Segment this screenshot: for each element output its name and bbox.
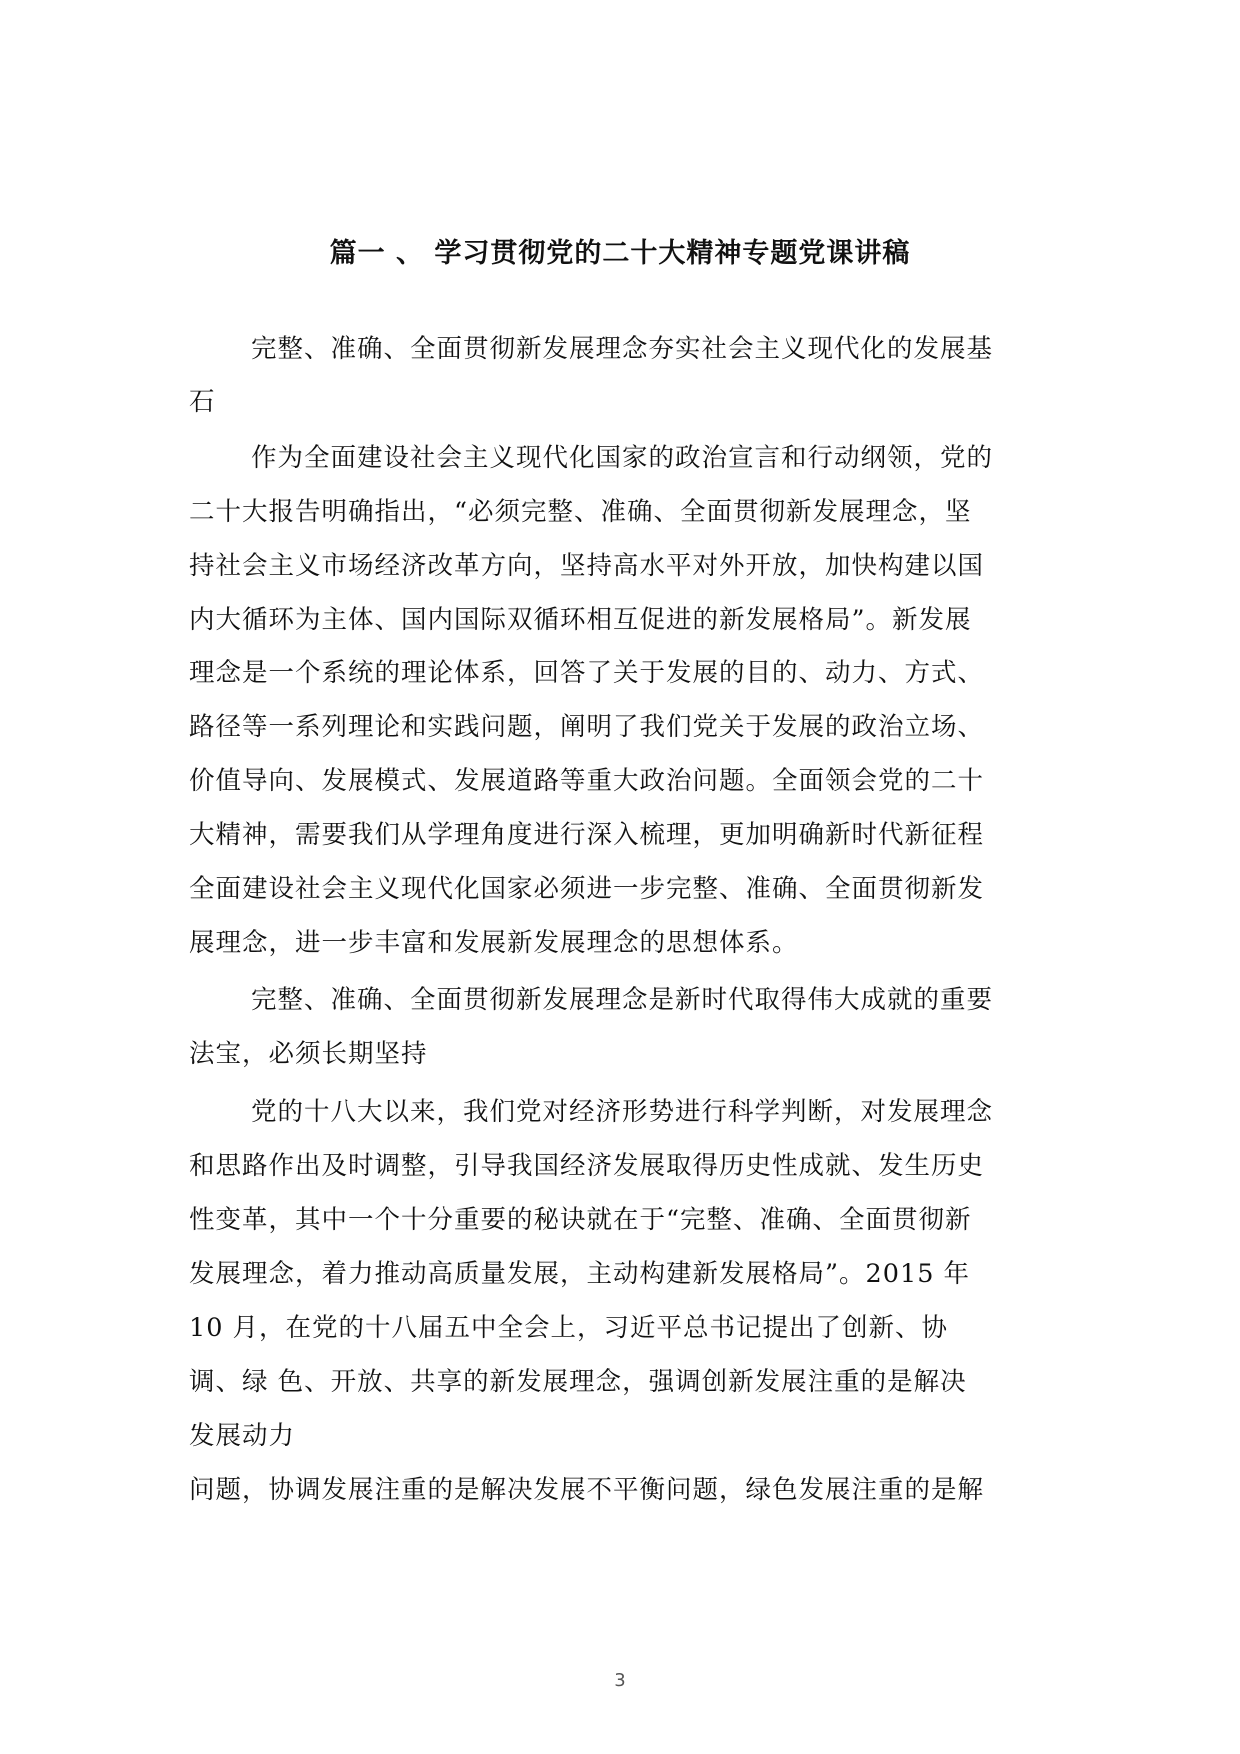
- heading-line-1: 完整、准确、全面贯彻新发展理念是新时代取得伟大成就的重要: [251, 985, 994, 1015]
- paragraph-line: 发展动力: [189, 1421, 296, 1451]
- document-title: 篇一 、 学习贯彻党的二十大精神专题党课讲稿: [329, 238, 911, 269]
- paragraph-line: 内大循环为主体、国内国际双循环相互促进的新发展格局”。新发展: [189, 605, 972, 635]
- paragraph-line: 全面建设社会主义现代化国家必须进一步完整、准确、全面贯彻新发: [189, 874, 985, 904]
- paragraph-line: 二十大报告明确指出，“必须完整、准确、全面贯彻新发展理念，坚: [189, 497, 972, 527]
- paragraph-line: 持社会主义市场经济改革方向，坚持高水平对外开放，加快构建以国: [189, 551, 985, 581]
- paragraph-line: 理念是一个系统的理论体系，回答了关于发展的目的、动力、方式、: [189, 658, 985, 688]
- paragraph-line: 大精神，需要我们从学理角度进行深入梳理，更加明确新时代新征程: [189, 820, 985, 850]
- paragraph-line: 价值导向、发展模式、发展道路等重大政治问题。全面领会党的二十: [189, 766, 985, 796]
- heading-line-1: 完整、准确、全面贯彻新发展理念夯实社会主义现代化的发展基: [251, 334, 994, 364]
- paragraph-line: 10 月，在党的十八届五中全会上，习近平总书记提出了创新、协: [189, 1313, 949, 1343]
- paragraph-line: 问题，协调发展注重的是解决发展不平衡问题，绿色发展注重的是解: [189, 1475, 985, 1505]
- paragraph-line: 展理念，进一步丰富和发展新发展理念的思想体系。: [189, 928, 799, 958]
- page-number: 3: [614, 1670, 626, 1691]
- paragraph-line: 性变革，其中一个十分重要的秘诀就在于“完整、准确、全面贯彻新: [189, 1205, 972, 1235]
- paragraph-line: 路径等一系列理论和实践问题，阐明了我们党关于发展的政治立场、: [189, 712, 985, 742]
- paragraph-line: 作为全面建设社会主义现代化国家的政治宣言和行动纲领，党的: [251, 443, 994, 473]
- paragraph-line: 党的十八大以来，我们党对经济形势进行科学判断，对发展理念: [251, 1097, 994, 1127]
- heading-line-2: 石: [189, 387, 216, 417]
- paragraph-line: 发展理念，着力推动高质量发展，主动构建新发展格局”。2015 年: [189, 1259, 971, 1289]
- paragraph-line: 调、绿 色、开放、共享的新发展理念，强调创新发展注重的是解决: [189, 1367, 967, 1397]
- paragraph-line: 和思路作出及时调整，引导我国经济发展取得历史性成就、发生历史: [189, 1151, 985, 1181]
- heading-line-2: 法宝，必须长期坚持: [189, 1039, 428, 1069]
